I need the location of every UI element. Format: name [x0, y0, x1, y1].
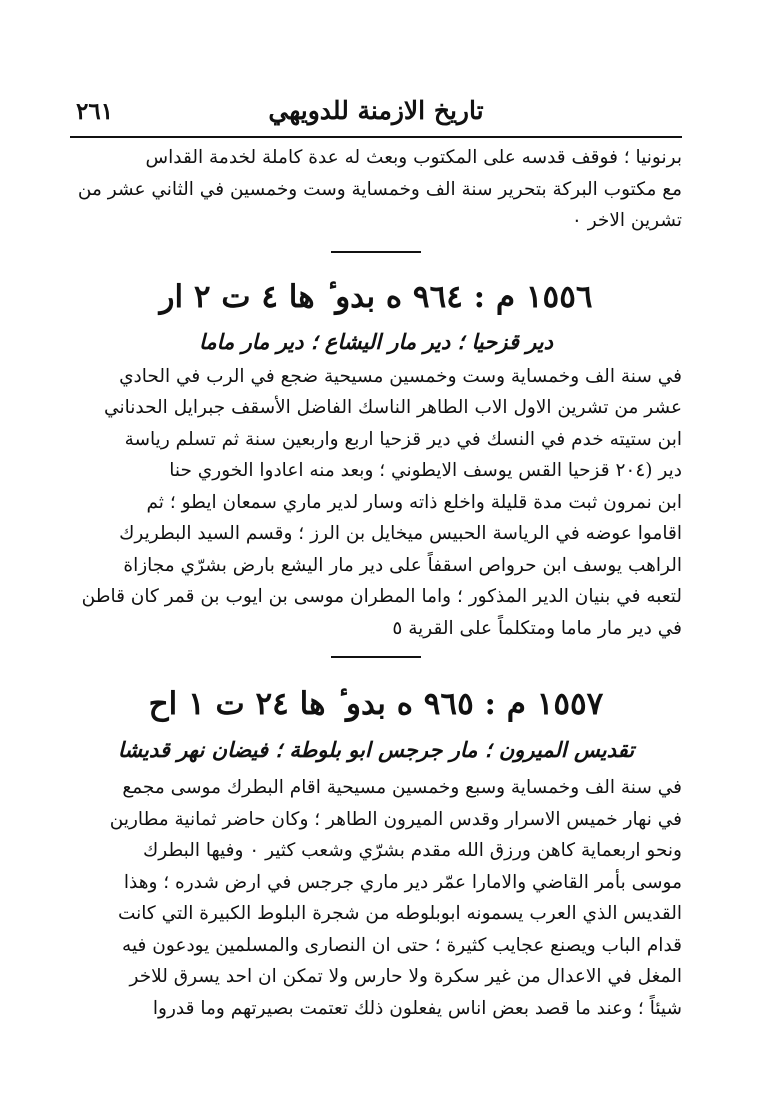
text-line: ونحو اربعماية كاهن ورزق الله مقدم بشرّي وشعب كثير ٠ وفيها البطرك	[142, 840, 682, 861]
text-line: في سنة الف وخمساية وسبع وخمسين مسيحية اقام البطرك موسى مجمع	[122, 777, 682, 798]
running-title: تاريخ الازمنة للدويهي	[268, 96, 484, 125]
year-heading-1556: ١٥٥٦ م : ٩٦٤ ه بدو ٔ ها ٤ ت ٢ ار	[159, 278, 593, 315]
year-heading-1557: ١٥٥٧ م : ٩٦٥ ه بدو ٔ ها ٢٤ ت ١ اح	[148, 686, 604, 722]
text-line: في دير مار ماما ومتكلماً على القرية ٥	[392, 617, 682, 639]
text-line: في نهار خميس الاسرار وقدس الميرون الطاهر ؛ وكان حاضر ثمانية مطارين	[109, 808, 682, 830]
text-line: ابن نمرون ثبت مدة قليلة واخلع ذاته وسار لدير ماري سمعان ايطو ؛ ثم	[146, 491, 682, 513]
text-line: في سنة الف وخمساية وست وخمسين مسيحية ضجع في الرب في الحادي	[119, 365, 682, 387]
section-divider	[331, 656, 421, 658]
text-line: دير (٢٠٤ قزحيا القس يوسف الايطوني ؛ وبعد منه اعادوا الخوري حنا	[169, 460, 682, 481]
text-line: القديس الذي العرب يسمونه ابوبلوطه من شجرة البلوط الكبيرة التي كانت	[117, 903, 682, 924]
section-paragraph	[70, 772, 682, 1024]
section-subheading: دير قزحيا ؛ دير مار اليشاع ؛ دير مار ماما	[199, 328, 553, 354]
text-line: موسى بأمر القاضي والامارا عمّر دير ماري جرجس في ارض شدره ؛ وهذا	[123, 871, 682, 893]
text-line: لتعبه في بنيان الدير المذكور ؛ واما المطران موسى بن ايوب بن قمر كان قاطن	[81, 586, 682, 607]
text-line: المغل في الاعدال من غير سكرة ولا حارس ولا تمكن ان احد يسرق للاخر	[129, 966, 682, 987]
text-line: مع مكتوب البركة بتحرير سنة الف وخمساية وست وخمسين في الثاني عشر من	[77, 178, 682, 200]
text-line: ابن ستيته خدم في النسك في دير قزحيا اربع واربعين سنة ثم تسلم رياسة	[124, 428, 682, 450]
text-line: تشرين الاخر ٠	[571, 210, 682, 231]
text-line: برنونيا ؛ فوقف قدسه على المكتوب وبعث له عدة كاملة لخدمة القداس	[145, 147, 682, 168]
book-page	[70, 92, 682, 1024]
text-line: شيئاً ؛ وعند ما قصد بعض اناس يفعلون ذلك تعتمت بصيرتهم وما قدروا	[152, 997, 682, 1019]
running-header	[70, 92, 682, 138]
page-number: ٢٦١	[76, 98, 114, 125]
text-line: عشر من تشرين الاول الاب الطاهر الناسك الفاضل الأسقف جبرايل الحدناني	[104, 397, 682, 418]
section-divider	[331, 251, 421, 253]
intro-paragraph	[70, 142, 682, 237]
section-paragraph	[70, 361, 682, 645]
text-line: الراهب يوسف ابن حرواص اسقفاً على دير مار اليشع بارض بشرّي مجازاة	[123, 554, 682, 576]
text-line: اقاموا عوضه في الرياسة الحبيس ميخايل بن الرز ؛ وقسم السيد البطريرك	[119, 523, 682, 544]
section-subheading: تقديس الميرون ؛ مار جرجس ابو بلوطة ؛ فيضان نهر قديشا	[117, 737, 635, 762]
text-line: قدام الباب ويصنع عجايب كثيرة ؛ حتى ان النصارى والمسلمين يودعون فيه	[122, 934, 682, 956]
